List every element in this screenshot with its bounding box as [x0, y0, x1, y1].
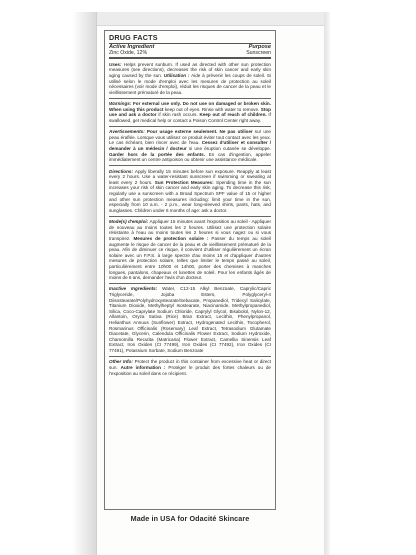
directions-section — [109, 166, 271, 217]
uses-fr-label: Utilisation : — [163, 72, 192, 78]
directions-label: Directions: — [109, 168, 135, 174]
directions-text-1: Apply liberally 15 minutes before sun exposure. Reapply at least every 2 hours. Use a water-resistant sunscreen if swimming or sweating at least every 2 hours. — [109, 168, 271, 185]
other-info-text-3: Protéger le produit des fortes chaleurs ou de l'exposition au soleil dans ce récipient. — [109, 364, 271, 376]
avertissements-section — [109, 127, 271, 166]
inactive-ingredients-text: Water, C12-15 Alkyl Benzoate, Caprylic/Capric Triglyceride, Jojoba Esters, Polyglyceryl-4 Diisostearate/Polyhydroxystearate/Sebacate, Propanediol, Tridecyl Salicylate, Titanium Dioxide, Methylheptyl Isostearate, Niacinamide, Methylpropanediol, Silica, Coco-Caprylate Sodium Chloride, Caprylyl Glycol, Bisabolol, Nylon-12, Allantoin, Oryza Sativa (Rice) Bran Extract, Lecithin, Phenylpropanol, Helianthus Annuus (Sunflower) Extract, Hydrogenated Lecithin, Tocopherol, Rosmarinus Officinalis (Rosemary) Leaf Extract, Tetrasodium Glutamate Diacetate, Glycerin, Calendula Officinalis Flower Extract, Sodium Hydroxide, Chamomilla Recutita (Matricaria) Flower Extract, Camellia Sinensis Leaf Extract, Iron Oxides (CI 77499), Iron Oxides (CI 77492), Iron Oxides (CI 77491), Potassium Sorbate, Sodium Benzoate — [109, 286, 271, 354]
box-right-edge — [324, 12, 330, 555]
avertissements-text-2: sur une peau éraflée. Lorsque vous utilisez ce produit éviter tout contact avec les yeux. Le cas échéant, bien rincer avec de l'eau. — [109, 129, 271, 146]
box-side-shadow — [72, 12, 98, 555]
uses-section — [109, 59, 271, 98]
active-ingredient: Zinc Oxide, 12% — [109, 50, 148, 57]
directions-text-3: Spending time in the sun increases your risk of skin cancer and early skin aging. To decrease this risk, regularly use a sunscreen with a Broad Spectrum SPF value of 15 or higher and other sun protection measures including: limit your time in the sun, especially from 10 a.m. - 2 p.m., wear long-sleeved shirts, pants, hats, and sunglasses. Children under 6 months of age: ask a doctor. — [109, 179, 271, 213]
inactive-ingredients-section — [109, 284, 271, 357]
drug-facts-panel — [104, 30, 276, 510]
other-info-text-1: Protect the product in this container from excessive heat or direct sun. — [109, 359, 271, 370]
warnings-text-4: Stop use and ask a doctor — [109, 106, 271, 118]
drug-facts-title: DRUG FACTS — [109, 33, 158, 42]
other-info-label: Other Info: — [109, 359, 135, 365]
made-in-usa-footer: Made in USA for Odacité Skincare — [130, 514, 250, 523]
box-top-edge — [97, 12, 324, 26]
uses-fr-text: Aide à prévenir les coups de soleil. Si utilisé selon le mode d'emploi avec les mesures de protection au soleil nécessaires (voir mode d'emploi), réduit les risques de cancer de la peau et le vieillissement prématuré de la peau. — [109, 72, 271, 95]
mode-emploi-text-3: Passer du temps au soleil augmente le risque de cancer de la peau et de vieillissement prématuré de la peau. Afin de diminuer ce risque, il convient d'utiliser régulièrement un écran solaire avec un F.P.S. à large spectre d'au moins 15 et d'appliquer d'autres mesures de protection solaire, telles que limiter le temps passé au soleil, particulièrement entre 10h00 et 14h00, porter des chemises à manches longues, pantalons, chapeaux et lunettes de soleil. Pour les enfants âgés de moins de 6 ans, demander l'avis d'un docteur. — [109, 235, 271, 281]
drug-facts-header-row — [109, 43, 271, 50]
warnings-text-3: keep out of eyes. Rinse with water to remove. — [164, 106, 261, 112]
avertissements-label: Avertissements: — [109, 129, 147, 135]
warnings-text-7: If swallowed, get medical help or contact a Poison Control Center right away. — [109, 112, 271, 123]
active-ingredient-label: Active Ingredient — [109, 44, 155, 50]
avertissements-text-5: Garder hors de la portée des enfants. — [109, 151, 209, 157]
warnings-text-5: if skin rash occurs. — [158, 112, 200, 118]
warnings-text-1: For external use only. Do not use on damaged or broken skin. — [132, 101, 271, 107]
avertissements-text-3: Cessez d'utiliser et consulter / demander à un médecin / docteur — [109, 140, 272, 152]
purpose-label: Purpose — [248, 44, 271, 50]
warnings-label: Warnings: — [109, 101, 133, 107]
drug-facts-ingredient-row — [109, 50, 271, 59]
uses-text: Helps prevent sunburn. If used as directed with other sun protection measures (see directions), decreases the risk of skin cancer and early skin aging caused by the sun. — [109, 61, 271, 78]
warnings-section — [109, 99, 271, 127]
warnings-text-2: When using this product — [109, 106, 165, 112]
warnings-text-6: Keep out of reach of children. — [199, 112, 269, 118]
inactive-ingredients-label: Inactive Ingredients: — [109, 286, 163, 292]
other-info-text-2: Autre information : — [120, 364, 169, 370]
purpose-value: Sunscreen — [246, 50, 271, 57]
mode-emploi-text-2: Mesures de protection solaire : — [133, 235, 212, 241]
avertissements-text-1: Pour usage externe seulement. Ne pas utiliser — [146, 129, 255, 135]
mode-emploi-label: Mode(s) d'emploi: — [109, 219, 150, 225]
directions-text-2: Sun Protection Measures: — [154, 179, 217, 185]
mode-emploi-text-1: Appliquer 15 minutes avant l'exposition au soleil - Appliquer de nouveau au moins toutes les 2 heures. Utilisez une protection solaire résistante à l'eau au moins toutes les 2 heures si vous nagez ou si vous transpirez. — [109, 219, 271, 241]
other-info-section — [109, 357, 271, 379]
mode-emploi-section — [109, 217, 271, 284]
avertissements-text-4: si une éruption cutanée se développe. — [188, 146, 271, 152]
avertissements-text-6: En cas d'ingestion, appeler immédiatement un centre antipoison ou obtenir une assistance médicale. — [109, 151, 271, 163]
uses-label: Uses: — [109, 61, 124, 67]
